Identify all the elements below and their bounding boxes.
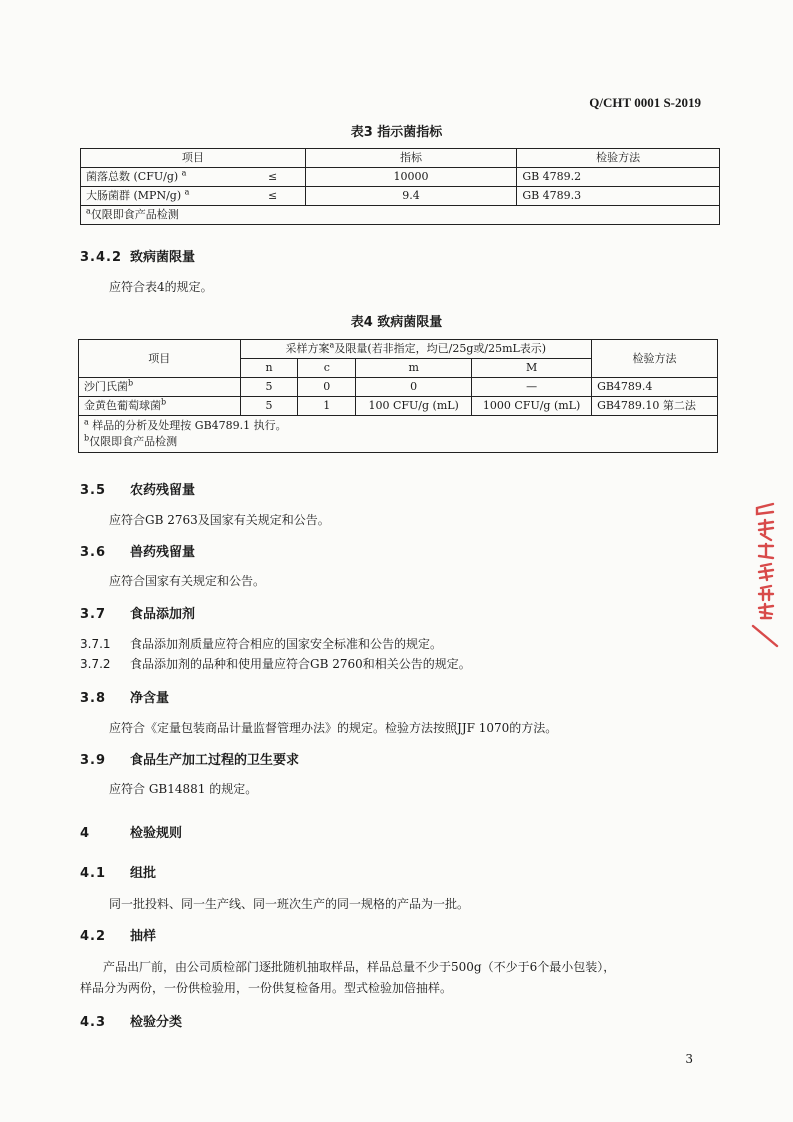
superscript: a: [184, 187, 190, 197]
clause-text: 食品添加剂的品种和使用量应符合GB 2760和相关公告的规定。: [130, 657, 471, 671]
item-text: 菌落总数 (CFU/g): [86, 170, 179, 183]
table3-cell-method: GB 4789.3: [517, 187, 720, 206]
table-row: [81, 168, 720, 187]
table4: [78, 339, 718, 453]
table4-cell-m: 100 CFU/g (mL): [356, 397, 472, 416]
table4-note-row: [79, 416, 718, 453]
plan-text: 采样方案: [285, 342, 330, 355]
table3-cell-op: ≤: [240, 168, 305, 187]
item-text: 大肠菌群 (MPN/g): [86, 189, 182, 202]
table4-cell-M: —: [472, 378, 592, 397]
heading-number: 4.3: [80, 1015, 107, 1030]
seal-stamp-icon: [743, 500, 787, 650]
heading-title: 农药残留量: [130, 483, 196, 498]
table3-header-method: 检验方法: [517, 149, 720, 168]
heading-number: 3.8: [80, 691, 107, 706]
table3-header-row: [81, 149, 720, 168]
table4-note-b: [84, 434, 712, 450]
heading-title: 抽样: [130, 929, 157, 944]
heading-number: 4: [80, 826, 91, 841]
heading-4-1: [80, 862, 156, 881]
paragraph: 应符合国家有关规定和公告。: [109, 574, 266, 588]
plan-text-rest: 及限量(若非指定，均已/25g或/25mL表示): [334, 342, 547, 355]
table4-subheader-m: m: [356, 359, 472, 378]
item-text: 沙门氏菌: [84, 380, 128, 393]
table4-caption: 表4 致病菌限量: [350, 315, 443, 330]
table4-cell-c: 0: [298, 378, 356, 397]
table3-cell-op: ≤: [240, 187, 305, 206]
paragraph: 应符合表4的规定。: [109, 280, 213, 294]
page-number: 3: [685, 1052, 693, 1066]
table4-cell-m: 0: [356, 378, 472, 397]
heading-3-4-2: [80, 246, 195, 265]
table4-cell-n: 5: [240, 378, 298, 397]
table-row: [79, 397, 718, 416]
heading-title: 检验规则: [130, 826, 183, 841]
table3-header-item: 项目: [81, 149, 306, 168]
table4-note-a: [84, 418, 712, 434]
note-text: 样品的分析及处理按 GB4789.1 执行。: [92, 419, 287, 432]
paragraph-3-7-1: [80, 634, 442, 654]
paragraph-line-2: 样品分为两份，一份供检验用，一份供复检备用。型式检验加倍抽样。: [80, 981, 453, 995]
clause-number: 3.7.1: [80, 637, 111, 651]
paragraph-line-1: 产品出厂前，由公司质检部门逐批随机抽取样品，样品总量不少于500g（不少于6个最小包装），: [103, 960, 616, 974]
heading-number: 3.4.2: [80, 250, 123, 265]
heading-title: 食品添加剂: [130, 607, 196, 622]
heading-title: 兽药残留量: [130, 545, 196, 560]
superscript: a: [84, 417, 89, 427]
clause-number: 3.7.2: [80, 657, 111, 671]
standard-code: Q/CHT 0001 S-2019: [589, 95, 701, 110]
table4-cell-item: [79, 397, 241, 416]
table4-notes: [79, 416, 718, 453]
paragraph: 应符合 GB14881 的规定。: [109, 782, 258, 796]
table4-header-plan: [240, 340, 591, 359]
heading-title: 致病菌限量: [130, 250, 196, 265]
table3-cell-value: 9.4: [305, 187, 517, 206]
table3-cell-value: 10000: [305, 168, 517, 187]
heading-3-8: [80, 687, 169, 706]
superscript: a: [181, 168, 187, 178]
paragraph-3-7-2: [80, 654, 471, 674]
heading-number: 3.9: [80, 753, 107, 768]
heading-title: 检验分类: [130, 1015, 183, 1030]
superscript: a: [86, 206, 91, 216]
table4-subheader-M: M: [472, 359, 592, 378]
table4-cell-M: 1000 CFU/g (mL): [472, 397, 592, 416]
heading-4: [80, 822, 182, 841]
superscript: b: [128, 378, 134, 388]
note-text: 仅限即食产品检测: [90, 208, 179, 221]
table3-caption: 表3 指示菌指标: [350, 125, 443, 140]
table4-cell-item: [79, 378, 241, 397]
heading-number: 3.6: [80, 545, 107, 560]
item-text: 金黄色葡萄球菌: [84, 399, 161, 412]
heading-4-2: [80, 925, 156, 944]
table4-cell-method: GB4789.10 第二法: [592, 397, 718, 416]
note-text: 仅限即食产品检测: [89, 435, 178, 448]
table4-subheader-n: n: [240, 359, 298, 378]
paragraph: 同一批投料、同一生产线、同一班次生产的同一规格的产品为一批。: [109, 897, 470, 911]
table3-note: [81, 206, 720, 225]
table4-header-method: 检验方法: [592, 340, 718, 378]
heading-title: 净含量: [130, 691, 170, 706]
table4-cell-c: 1: [298, 397, 356, 416]
clause-text: 食品添加剂质量应符合相应的国家安全标准和公告的规定。: [130, 637, 443, 651]
superscript: a: [329, 340, 335, 350]
table3-note-row: [81, 206, 720, 225]
superscript: b: [161, 397, 167, 407]
table3-header-index: 指标: [305, 149, 517, 168]
heading-number: 4.2: [80, 929, 107, 944]
table4-cell-method: GB4789.4: [592, 378, 718, 397]
table4-cell-n: 5: [240, 397, 298, 416]
heading-number: 3.7: [80, 607, 107, 622]
table3-cell-item: [81, 187, 241, 206]
superscript: b: [84, 433, 90, 443]
heading-3-9: [80, 749, 299, 768]
table3-cell-method: GB 4789.2: [517, 168, 720, 187]
heading-number: 3.5: [80, 483, 107, 498]
table-row: [79, 378, 718, 397]
table4-subheader-c: c: [298, 359, 356, 378]
heading-3-5: [80, 479, 195, 498]
table3: [80, 148, 720, 225]
table3-cell-item: [81, 168, 241, 187]
heading-title: 组批: [130, 866, 157, 881]
heading-3-7: [80, 603, 195, 622]
heading-4-3: [80, 1011, 182, 1030]
table-row: [81, 187, 720, 206]
heading-number: 4.1: [80, 866, 107, 881]
heading-3-6: [80, 541, 195, 560]
paragraph: 应符合《定量包装商品计量监督管理办法》的规定。检验方法按照JJF 1070的方法。: [109, 721, 558, 735]
paragraph: 应符合GB 2763及国家有关规定和公告。: [109, 513, 330, 527]
table4-header-row: [79, 340, 718, 359]
table4-header-item: 项目: [79, 340, 241, 378]
heading-title: 食品生产加工过程的卫生要求: [130, 753, 300, 768]
